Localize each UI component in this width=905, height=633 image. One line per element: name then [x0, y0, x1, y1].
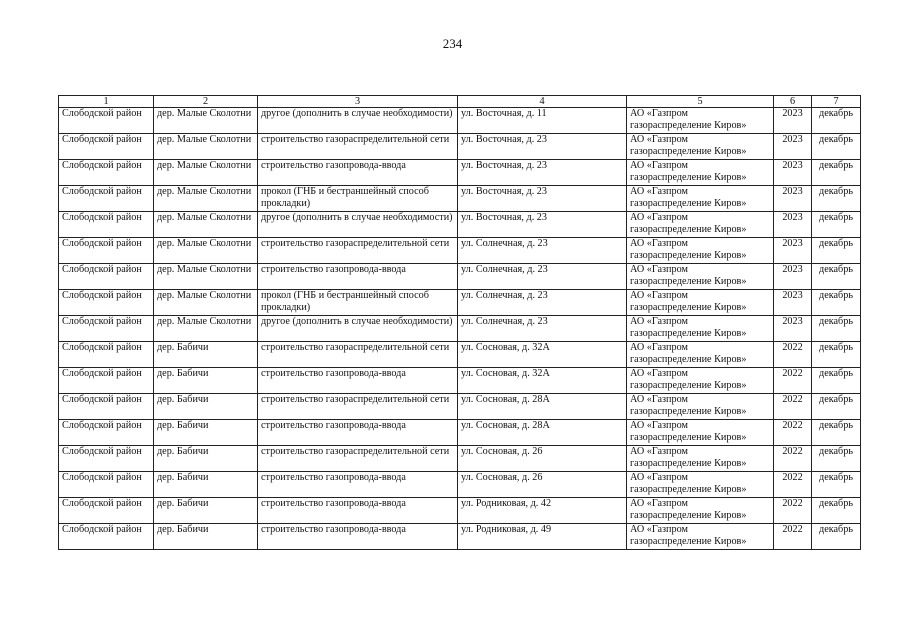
address-cell: ул. Сосновая, д. 28А	[458, 420, 627, 446]
address-cell: ул. Солнечная, д. 23	[458, 238, 627, 264]
column-header: 3	[258, 96, 458, 108]
work-type-cell: строительство газопровода-ввода	[258, 368, 458, 394]
table-row	[59, 524, 861, 550]
address-cell: ул. Родниковая, д. 49	[458, 524, 627, 550]
address-cell: ул. Сосновая, д. 32А	[458, 342, 627, 368]
column-header: 1	[59, 96, 154, 108]
year-cell: 2022	[774, 368, 812, 394]
organization-cell: АО «Газпром газораспределение Киров»	[627, 368, 774, 394]
address-cell: ул. Восточная, д. 23	[458, 160, 627, 186]
address-cell: ул. Сосновая, д. 28А	[458, 394, 627, 420]
table-row	[59, 264, 861, 290]
work-type-cell: строительство газопровода-ввода	[258, 472, 458, 498]
address-cell: ул. Солнечная, д. 23	[458, 316, 627, 342]
organization-cell: АО «Газпром газораспределение Киров»	[627, 212, 774, 238]
column-header: 4	[458, 96, 627, 108]
settlement-cell: дер. Бабичи	[154, 472, 258, 498]
work-type-cell: строительство газораспределительной сети	[258, 134, 458, 160]
column-header: 2	[154, 96, 258, 108]
district-cell: Слободской район	[59, 420, 154, 446]
settlement-cell: дер. Бабичи	[154, 420, 258, 446]
year-cell: 2022	[774, 498, 812, 524]
year-cell: 2023	[774, 264, 812, 290]
table-row	[59, 472, 861, 498]
month-cell: декабрь	[812, 212, 861, 238]
settlement-cell: дер. Малые Сколотни	[154, 264, 258, 290]
district-cell: Слободской район	[59, 472, 154, 498]
settlement-cell: дер. Малые Сколотни	[154, 290, 258, 316]
address-cell: ул. Сосновая, д. 26	[458, 472, 627, 498]
work-type-cell: другое (дополнить в случае необходимости)	[258, 212, 458, 238]
settlement-cell: дер. Малые Сколотни	[154, 238, 258, 264]
settlement-cell: дер. Бабичи	[154, 368, 258, 394]
month-cell: декабрь	[812, 472, 861, 498]
table-row	[59, 342, 861, 368]
table-row	[59, 290, 861, 316]
settlement-cell: дер. Бабичи	[154, 524, 258, 550]
table-row	[59, 420, 861, 446]
district-cell: Слободской район	[59, 264, 154, 290]
work-type-cell: прокол (ГНБ и бестраншейный способ прокладки)	[258, 186, 458, 212]
district-cell: Слободской район	[59, 524, 154, 550]
table-row	[59, 368, 861, 394]
work-type-cell: прокол (ГНБ и бестраншейный способ прокладки)	[258, 290, 458, 316]
month-cell: декабрь	[812, 446, 861, 472]
month-cell: декабрь	[812, 394, 861, 420]
year-cell: 2022	[774, 524, 812, 550]
address-cell: ул. Сосновая, д. 32А	[458, 368, 627, 394]
organization-cell: АО «Газпром газораспределение Киров»	[627, 264, 774, 290]
month-cell: декабрь	[812, 498, 861, 524]
work-type-cell: строительство газораспределительной сети	[258, 342, 458, 368]
year-cell: 2023	[774, 238, 812, 264]
settlement-cell: дер. Малые Сколотни	[154, 160, 258, 186]
work-type-cell: другое (дополнить в случае необходимости)	[258, 316, 458, 342]
district-cell: Слободской район	[59, 290, 154, 316]
address-cell: ул. Солнечная, д. 23	[458, 264, 627, 290]
district-cell: Слободской район	[59, 108, 154, 134]
month-cell: декабрь	[812, 160, 861, 186]
table-row	[59, 238, 861, 264]
organization-cell: АО «Газпром газораспределение Киров»	[627, 160, 774, 186]
organization-cell: АО «Газпром газораспределение Киров»	[627, 394, 774, 420]
district-cell: Слободской район	[59, 134, 154, 160]
table-row	[59, 108, 861, 134]
organization-cell: АО «Газпром газораспределение Киров»	[627, 108, 774, 134]
page-number: 234	[442, 36, 463, 51]
work-type-cell: строительство газораспределительной сети	[258, 446, 458, 472]
address-cell: ул. Восточная, д. 11	[458, 108, 627, 134]
address-cell: ул. Солнечная, д. 23	[458, 290, 627, 316]
year-cell: 2023	[774, 134, 812, 160]
year-cell: 2022	[774, 394, 812, 420]
organization-cell: АО «Газпром газораспределение Киров»	[627, 446, 774, 472]
year-cell: 2022	[774, 420, 812, 446]
table-row	[59, 212, 861, 238]
district-cell: Слободской район	[59, 394, 154, 420]
district-cell: Слободской район	[59, 160, 154, 186]
district-cell: Слободской район	[59, 446, 154, 472]
year-cell: 2022	[774, 342, 812, 368]
district-cell: Слободской район	[59, 212, 154, 238]
address-cell: ул. Родниковая, д. 42	[458, 498, 627, 524]
month-cell: декабрь	[812, 264, 861, 290]
district-cell: Слободской район	[59, 238, 154, 264]
month-cell: декабрь	[812, 108, 861, 134]
district-cell: Слободской район	[59, 368, 154, 394]
month-cell: декабрь	[812, 238, 861, 264]
district-cell: Слободской район	[59, 316, 154, 342]
settlement-cell: дер. Малые Сколотни	[154, 186, 258, 212]
table-row	[59, 446, 861, 472]
header-row	[59, 96, 861, 108]
organization-cell: АО «Газпром газораспределение Киров»	[627, 238, 774, 264]
work-type-cell: строительство газораспределительной сети	[258, 394, 458, 420]
address-cell: ул. Восточная, д. 23	[458, 212, 627, 238]
settlement-cell: дер. Бабичи	[154, 394, 258, 420]
year-cell: 2023	[774, 290, 812, 316]
work-type-cell: другое (дополнить в случае необходимости)	[258, 108, 458, 134]
month-cell: декабрь	[812, 368, 861, 394]
organization-cell: АО «Газпром газораспределение Киров»	[627, 472, 774, 498]
month-cell: декабрь	[812, 186, 861, 212]
organization-cell: АО «Газпром газораспределение Киров»	[627, 342, 774, 368]
organization-cell: АО «Газпром газораспределение Киров»	[627, 498, 774, 524]
table-row	[59, 394, 861, 420]
organization-cell: АО «Газпром газораспределение Киров»	[627, 420, 774, 446]
settlement-cell: дер. Бабичи	[154, 446, 258, 472]
address-cell: ул. Восточная, д. 23	[458, 186, 627, 212]
work-type-cell: строительство газопровода-ввода	[258, 420, 458, 446]
year-cell: 2022	[774, 472, 812, 498]
month-cell: декабрь	[812, 290, 861, 316]
district-cell: Слободской район	[59, 186, 154, 212]
month-cell: декабрь	[812, 524, 861, 550]
year-cell: 2023	[774, 186, 812, 212]
column-header: 6	[774, 96, 812, 108]
work-type-cell: строительство газопровода-ввода	[258, 160, 458, 186]
work-type-cell: строительство газораспределительной сети	[258, 238, 458, 264]
month-cell: декабрь	[812, 134, 861, 160]
month-cell: декабрь	[812, 420, 861, 446]
settlement-cell: дер. Малые Сколотни	[154, 212, 258, 238]
month-cell: декабрь	[812, 342, 861, 368]
year-cell: 2022	[774, 446, 812, 472]
address-cell: ул. Сосновая, д. 26	[458, 446, 627, 472]
address-cell: ул. Восточная, д. 23	[458, 134, 627, 160]
table-row	[59, 498, 861, 524]
column-header: 5	[627, 96, 774, 108]
organization-cell: АО «Газпром газораспределение Киров»	[627, 290, 774, 316]
table-body	[59, 108, 861, 550]
work-type-cell: строительство газопровода-ввода	[258, 498, 458, 524]
district-cell: Слободской район	[59, 342, 154, 368]
table-row	[59, 160, 861, 186]
column-header: 7	[812, 96, 861, 108]
organization-cell: АО «Газпром газораспределение Киров»	[627, 524, 774, 550]
month-cell: декабрь	[812, 316, 861, 342]
settlement-cell: дер. Бабичи	[154, 498, 258, 524]
year-cell: 2023	[774, 212, 812, 238]
settlement-cell: дер. Малые Сколотни	[154, 108, 258, 134]
district-cell: Слободской район	[59, 498, 154, 524]
work-type-cell: строительство газопровода-ввода	[258, 264, 458, 290]
year-cell: 2023	[774, 160, 812, 186]
table-row	[59, 186, 861, 212]
table-row	[59, 316, 861, 342]
year-cell: 2023	[774, 316, 812, 342]
organization-cell: АО «Газпром газораспределение Киров»	[627, 186, 774, 212]
organization-cell: АО «Газпром газораспределение Киров»	[627, 134, 774, 160]
works-table	[58, 95, 861, 550]
table-row	[59, 134, 861, 160]
organization-cell: АО «Газпром газораспределение Киров»	[627, 316, 774, 342]
work-type-cell: строительство газопровода-ввода	[258, 524, 458, 550]
year-cell: 2023	[774, 108, 812, 134]
settlement-cell: дер. Бабичи	[154, 342, 258, 368]
settlement-cell: дер. Малые Сколотни	[154, 134, 258, 160]
settlement-cell: дер. Малые Сколотни	[154, 316, 258, 342]
